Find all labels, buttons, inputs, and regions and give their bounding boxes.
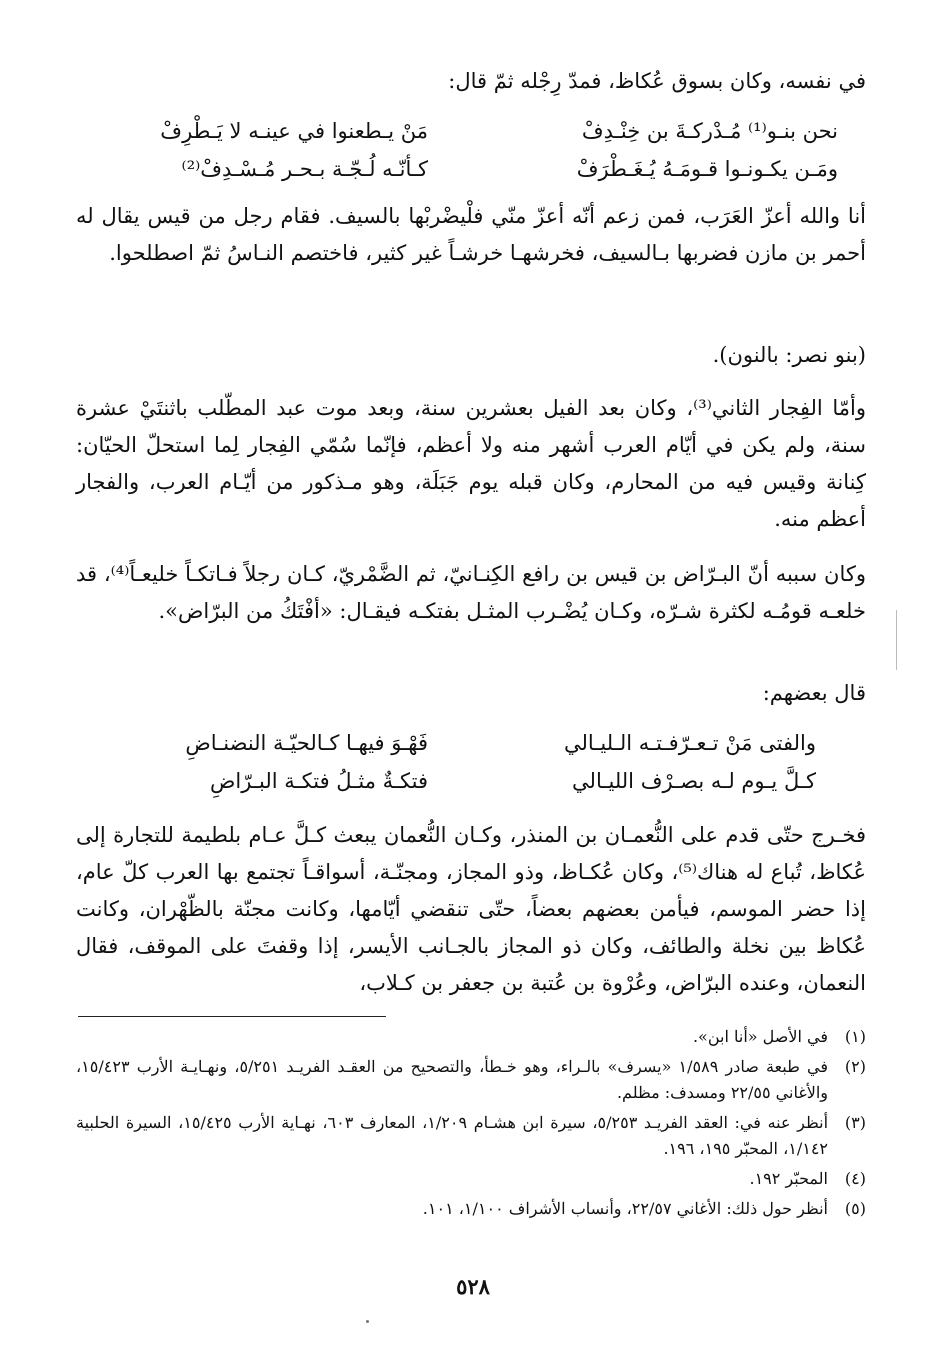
scan-speck: [366, 1320, 369, 1323]
footnotes: [76, 1024, 866, 1226]
paragraph: وكان سببه أنّ البـرّاض بن قيس بن رافع الكِنـانيّ، ثم الضَّمْريّ، كـان رجلاً فـاتكـاً خليعـاً⁽⁴⁾، قد خلعـه قومُـه لكثرة شـرّه، وكـان يُضْـرب المثـل بفتكـه فيقـال: «أفْتَكُ من البرّاض».: [76, 562, 866, 623]
footnote-text: المحبّر ١٩٢.: [749, 1169, 828, 1188]
paragraph: فخـرج حتّى قدم على النُّعمـان بن المنذر، وكـان النُّعمان يبعث كـلَّ عـام بلطيمة للتجارة إلى عُكاظ، تُباع له هناك⁽⁵⁾، وكان عُكـاظ، وذو المجاز، ومجنّـة، أسواقـاً تجتمع بها العرب كلّ عام، إذا حضر الموسم، فيأمن بعضهم بعضاً، حتّى تنقضي أيّامها، وكانت مجنّة بالظّهْران، وكانت عُكاظ بين نخلة والطائف، وكان ذو المجاز بالجـانب الأيسر، إذا وقفتَ على الموقف، فقال النعمان، وعنده البرّاض، وعُرْوة بن عُتبة بن جعفر بن كـلاب،: [76, 823, 867, 995]
verse-second-hemistich: مَنْ يـطعنوا في عينـه لا يَـطْرِفْ: [160, 119, 428, 143]
poem-verse: [76, 762, 866, 800]
verse-first-hemistich: نحن بنـو⁽¹⁾ مُـدْركـةَ بن خِنْـدِفْ: [581, 119, 838, 143]
footnote-text: أنظر عنه في: العقد الفريـد ٥/٢٥٣، سيرة ابن هشـام ١/٢٠٩، المعارف ٦٠٣، نهـاية الأرب ١٥/٤٢٥، السيرة الحلبية ١/١٤٢، المحبّر ١٩٥، ١٩٦.: [76, 1113, 829, 1158]
footnote-number: (٤): [844, 1169, 866, 1188]
footnote-number: (٣): [844, 1113, 866, 1132]
footnote: [76, 1054, 866, 1106]
verse-first-hemistich: كـلَّ يـوم لـه بصـرْف الليـالي: [572, 769, 816, 793]
footnote-number: (٢): [844, 1057, 866, 1076]
margin-mark: [896, 610, 897, 670]
poem-1: [76, 112, 866, 188]
paragraph: وأمّا الفِجار الثاني⁽³⁾، وكان بعد الفيل بعشرين سنة، وبعد موت عبد المطّلب باثنتَيْ عشرة سنة، ولم يكن في أيّام العرب أشهر منه ولا أعظم، فإنّما سُمّي الفِجار لِما استحلّ الحيّان: كِنانة وقيس فيه من المحارم، وكان قبله يوم جَبَلَة، وهو مـذكور من أيّـام العرب، والفجار أعظم منه.: [76, 396, 867, 531]
poem-verse: [76, 150, 866, 188]
verse-second-hemistich: كـأنّـه لُـجّـة بـحـر مُـسْـدِفْ⁽²⁾: [181, 157, 428, 181]
page-number: ٥٢٨: [456, 1274, 490, 1299]
footnote-text: أنظر حول ذلك: الأغاني ٢٢/٥٧، وأنساب الأشراف ١/١٠٠، ١٠١.: [422, 1199, 828, 1218]
verse-second-hemistich: فَهْـوَ فيهـا كـالحيّـة النضنـاضِ: [185, 731, 428, 755]
verse-second-hemistich: فتكـةٌ مثـلُ فتكـة البـرّاضِ: [210, 769, 428, 793]
poem-intro: قال بعضهم:: [762, 681, 866, 705]
paragraph-note: (بنو نصر: بالنون).: [712, 343, 866, 367]
poem-2: [76, 724, 866, 800]
footnote-separator: [78, 1016, 386, 1017]
poem-verse: [76, 112, 866, 150]
footnote-text: في الأصل «أنا ابن».: [692, 1027, 828, 1046]
footnote: [76, 1024, 866, 1050]
intro-line: في نفسه، وكان بسوق عُكاظ، فمدّ رِجْله ثمّ قال:: [448, 69, 866, 93]
verse-first-hemistich: ومَـن يكـونـوا قـومَـهُ يُـغَـطْرَفْ: [576, 157, 838, 181]
paragraph: أنا والله أعزّ العَرَب، فمن زعم أنّه أعزّ منّي فلْيضْربْها بالسيف. فقام رجل من قيس يقال له أحمر بن مازن فضربها بـالسيف، فخرشهـا خرشـاً غير كثير، فاختصم النـاسُ ثمّ اصطلحوا.: [76, 204, 866, 265]
footnote-number: (١): [844, 1027, 866, 1046]
footnote-number: (٥): [844, 1199, 866, 1218]
footnote: [76, 1196, 866, 1222]
verse-first-hemistich: والفتى مَنْ تـعـرّفـتـه الـليـالي: [563, 731, 816, 755]
footnote-text: في طبعة صادر ١/٥٨٩ «يسرف» بالـراء، وهو خـطأ، والتصحيح من العقـد الفريـد ٥/٢٥١، ونهـايـة الأرب ١٥/٤٢٣، والأغاني ٢٢/٥٥ ومسدف: مظلم.: [76, 1057, 829, 1102]
footnote: [76, 1110, 866, 1162]
footnote: [76, 1166, 866, 1192]
poem-verse: [76, 724, 866, 762]
